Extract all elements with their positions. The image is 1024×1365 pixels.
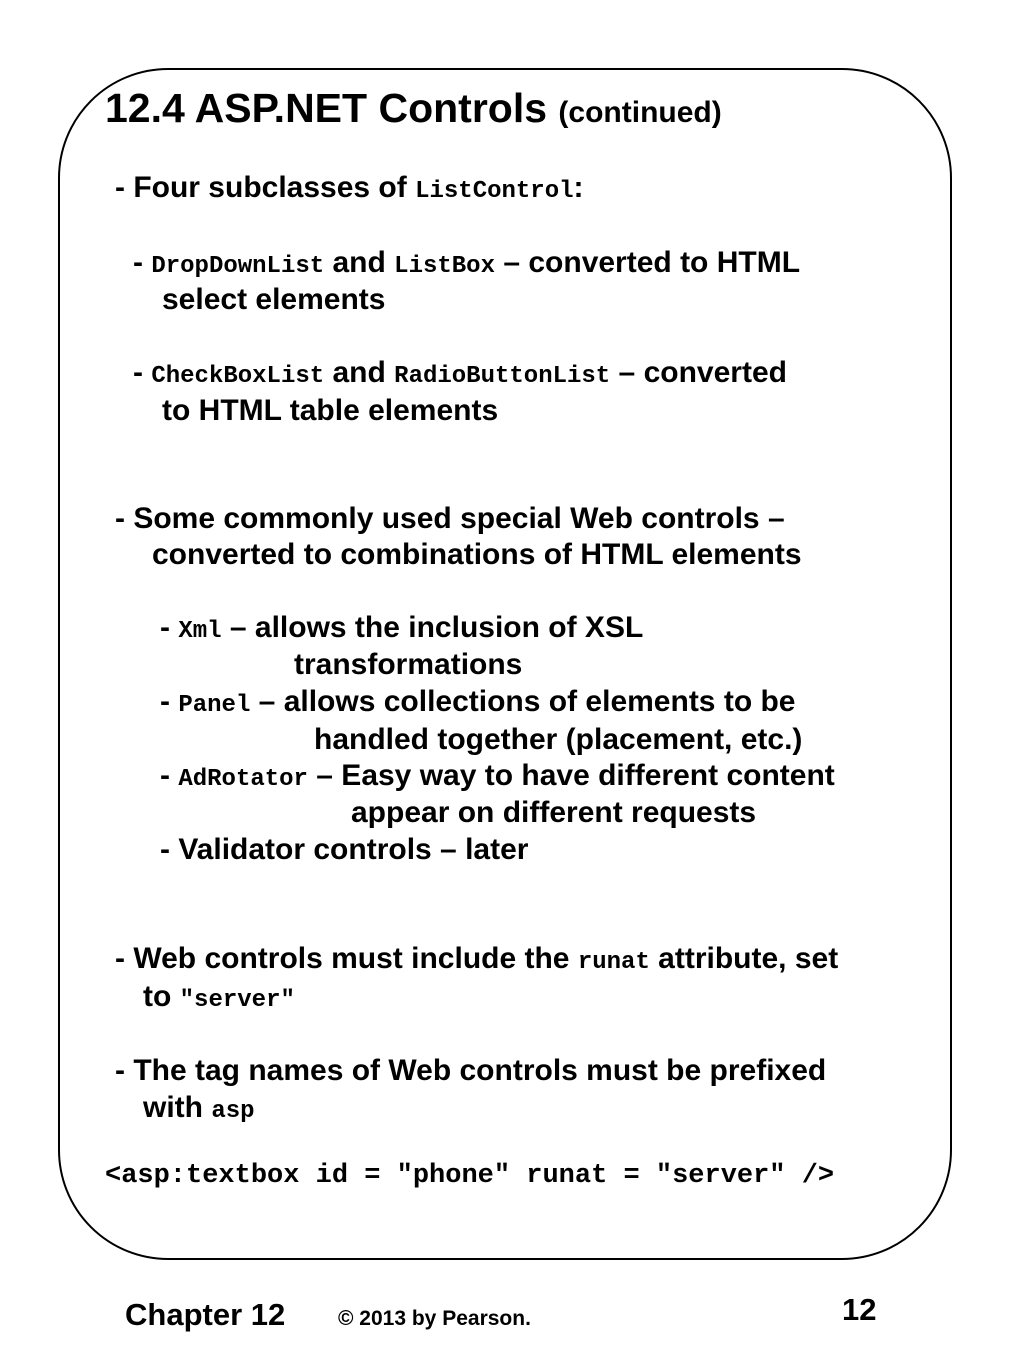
- bullet-asp-prefix: - The tag names of Web controls must be prefixed: [115, 1054, 827, 1087]
- bullet-continuation: transformations: [294, 648, 523, 681]
- bullet-text: – converted: [610, 356, 787, 389]
- bullet-text: and: [324, 356, 395, 389]
- bullet-dash: -: [160, 685, 179, 718]
- bullet-text: :: [573, 171, 584, 204]
- bullet-continuation: [143, 982, 295, 1013]
- bullet-text: - Web controls must include the: [115, 942, 578, 975]
- footer-copyright: © 2013 by Pearson.: [338, 1307, 531, 1330]
- code-asp: asp: [211, 1098, 255, 1125]
- bullet-dash: -: [160, 611, 179, 644]
- bullet-continuation: handled together (placement, etc.): [314, 723, 803, 756]
- code-dropdownlist: DropDownList: [151, 253, 325, 280]
- bullet-validator-controls: - Validator controls – later: [160, 833, 529, 866]
- code-checkboxlist: CheckBoxList: [151, 363, 325, 390]
- bullet-text: to: [143, 980, 180, 1013]
- footer-chapter: Chapter 12: [125, 1297, 286, 1332]
- bullet-xml: [160, 613, 643, 644]
- slide-title: [105, 85, 722, 131]
- bullet-dash: -: [160, 759, 179, 792]
- code-runat: runat: [577, 949, 650, 976]
- bullet-text: with: [143, 1091, 212, 1124]
- bullet-dropdownlist-listbox: [133, 248, 800, 279]
- code-example: <asp:textbox id = ″phone″ runat = ″server″ />: [105, 1161, 835, 1191]
- bullet-dash: -: [133, 246, 152, 279]
- bullet-dash: -: [133, 356, 152, 389]
- bullet-continuation: [143, 1093, 255, 1124]
- bullet-text: – converted to HTML: [495, 246, 801, 279]
- bullet-adrotator: [160, 761, 835, 792]
- bullet-continuation: appear on different requests: [351, 796, 757, 829]
- bullet-continuation: converted to combinations of HTML elements: [152, 538, 802, 571]
- slide-title-suffix: (continued): [558, 96, 722, 129]
- bullet-special-web-controls: - Some commonly used special Web controls –: [115, 502, 785, 535]
- bullet-text: and: [324, 246, 395, 279]
- bullet-text: – allows collections of elements to be: [250, 685, 796, 718]
- bullet-checkboxlist-radiobuttonlist: [133, 358, 787, 389]
- bullet-panel: [160, 687, 796, 718]
- code-panel: Panel: [178, 692, 251, 719]
- bullet-text: attribute, set: [649, 942, 839, 975]
- bullet-listcontrol-subclasses: [115, 173, 584, 204]
- code-server: ″server″: [179, 987, 295, 1014]
- bullet-runat-attribute: [115, 944, 838, 975]
- code-listcontrol: ListControl: [415, 178, 574, 205]
- code-listbox: ListBox: [394, 253, 495, 280]
- code-xml: Xml: [178, 618, 222, 645]
- footer-page-number: 12: [842, 1292, 877, 1327]
- bullet-text: – allows the inclusion of XSL: [221, 611, 644, 644]
- slide-title-main: 12.4 ASP.NET Controls: [105, 85, 548, 131]
- bullet-text: - Four subclasses of: [115, 171, 416, 204]
- code-adrotator: AdRotator: [178, 766, 308, 793]
- bullet-text: – Easy way to have different content: [307, 759, 835, 792]
- code-radiobuttonlist: RadioButtonList: [394, 363, 611, 390]
- bullet-continuation: select elements: [162, 283, 386, 316]
- bullet-continuation: to HTML table elements: [162, 394, 499, 427]
